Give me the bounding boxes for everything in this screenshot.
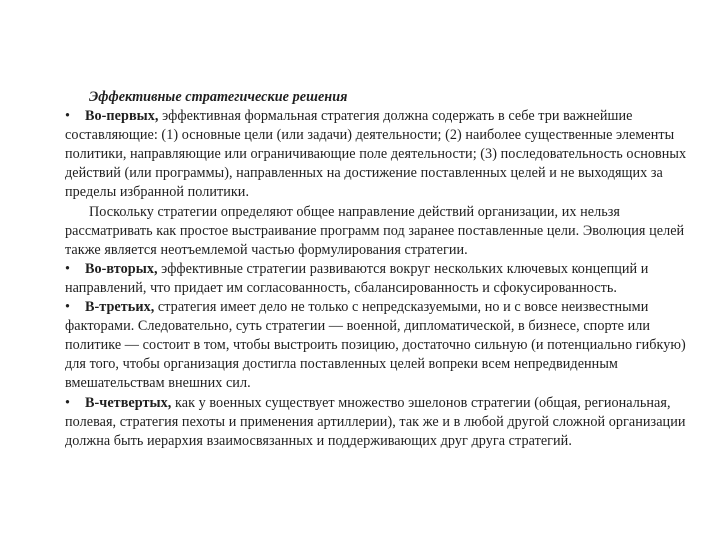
paragraph-lead: Во-первых, [85, 108, 159, 125]
paragraph-text: стратегия имеет дело не только с непредсказуемыми, но и с вовсе неизвестными факторами. Следовательно, суть стратегии — военной, дипломатической, в бизнесе, спорте или политике — состоит в том, чтобы выстроить позицию, достаточно сильную (и потенциально гибкую) для того, чтобы организация достигла поставленных целей вопреки всем непредвиденным вмешательствам внешних сил. [65, 299, 686, 392]
paragraph-second [65, 260, 697, 298]
paragraph-fourth [65, 394, 697, 451]
paragraph-lead: Во-вторых, [85, 260, 158, 277]
bullet-icon: • [65, 299, 71, 316]
document-heading: Эффективные стратегические решения [89, 89, 348, 105]
bullet-icon: • [65, 394, 71, 411]
bullet-icon: • [65, 108, 71, 125]
paragraph-first [65, 107, 697, 202]
bullet-icon: • [65, 260, 71, 277]
paragraph-third [65, 298, 697, 393]
paragraph-lead: В-четвертых, [85, 394, 172, 411]
paragraph-text: эффективные стратегии развиваются вокруг нескольких ключевых концепций и направлений, что придает им согласованность, сбалансированность и сфокусированность. [65, 260, 649, 296]
document-body [65, 88, 697, 451]
paragraph-lead: В-третьих, [85, 299, 155, 316]
paragraph-text: как у военных существует множество эшелонов стратегии (общая, региональная, полевая, стратегия пехоты и применения артиллерии), так же и в любой другой сложной организации должна быть иерархия взаимосвязанных и поддерживающих друг друга стратегий. [65, 394, 686, 449]
paragraph-text: эффективная формальная стратегия должна содержать в себе три важнейшие составляющие: (1) основные цели (или задачи) деятельности; (2) наиболее существенные элементы политики, направляющие или ограничивающие поле деятельности; (3) последовательность основных действий (или программы), направленных на достижение поставленных целей и не выходящих за пределы избранной политики. [65, 108, 687, 201]
paragraph-strategy-direction: Поскольку стратегии определяют общее направление действий организации, их нельзя рассматривать как простое выстраивание программ под заранее поставленные цели. Эволюция целей также является неотъемлемой частью формулирования стратегии. [65, 203, 685, 258]
